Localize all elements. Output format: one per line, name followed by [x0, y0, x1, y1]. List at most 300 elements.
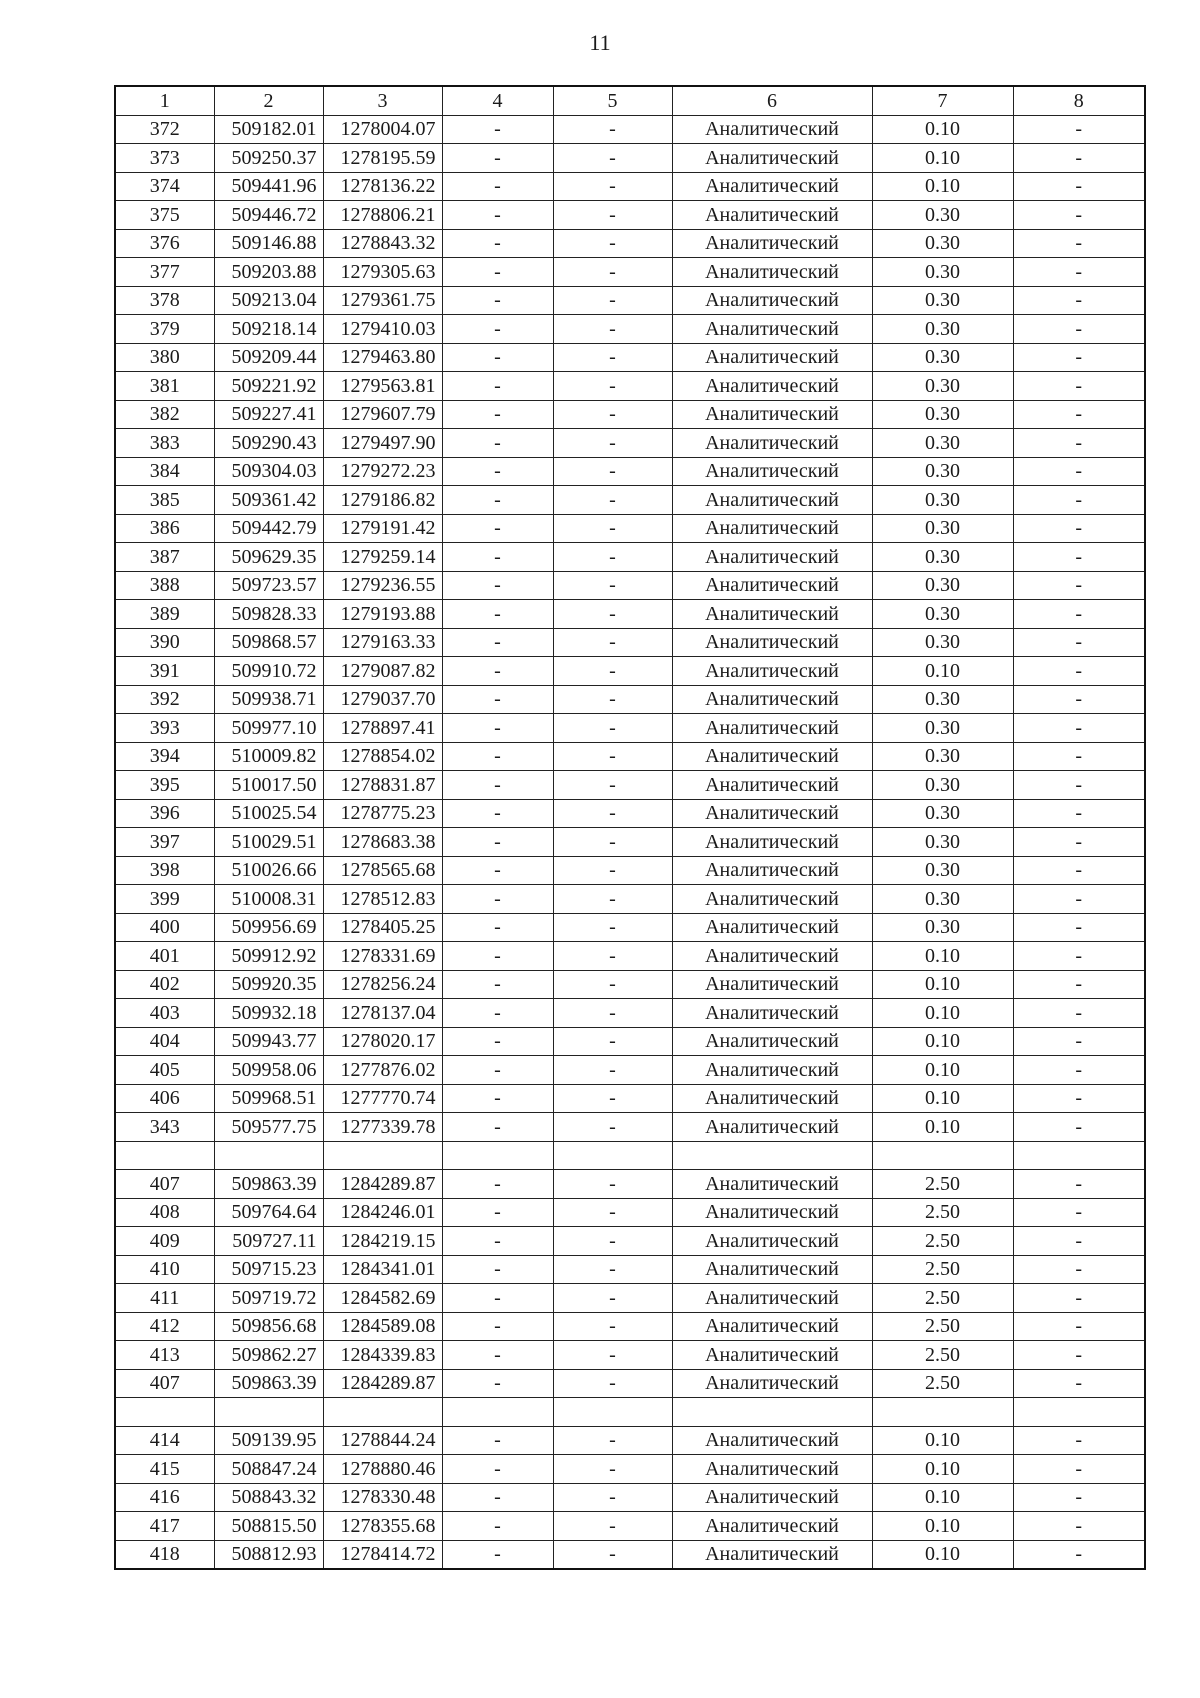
table-cell: 0.30	[872, 771, 1013, 800]
table-cell: -	[1013, 1312, 1145, 1341]
table-cell: 411	[115, 1284, 214, 1313]
table-cell: 2.50	[872, 1341, 1013, 1370]
table-cell: 343	[115, 1113, 214, 1142]
table-cell: -	[442, 742, 553, 771]
table-row	[115, 1056, 1145, 1085]
table-cell: -	[553, 229, 672, 258]
table-cell: 380	[115, 343, 214, 372]
table-cell: 1278020.17	[323, 1027, 442, 1056]
table-cell: -	[442, 1113, 553, 1142]
table-cell: -	[1013, 1369, 1145, 1398]
table-row	[115, 1170, 1145, 1199]
table-row	[115, 1255, 1145, 1284]
table-cell: 0.30	[872, 913, 1013, 942]
table-row	[115, 885, 1145, 914]
table-cell: -	[442, 1341, 553, 1370]
table-cell: -	[553, 942, 672, 971]
table-cell: -	[553, 799, 672, 828]
table-cell: -	[442, 315, 553, 344]
table-cell: -	[442, 115, 553, 144]
table-cell: 372	[115, 115, 214, 144]
table-cell: 509209.44	[214, 343, 323, 372]
table-cell: -	[442, 856, 553, 885]
table-cell: 0.30	[872, 229, 1013, 258]
table-cell: -	[442, 942, 553, 971]
table-cell: 510025.54	[214, 799, 323, 828]
table-cell: Аналитический	[672, 1284, 872, 1313]
table-cell: 509304.03	[214, 457, 323, 486]
column-header: 7	[872, 86, 1013, 115]
table-cell	[872, 1398, 1013, 1427]
page-number: 11	[589, 30, 611, 55]
table-cell: 402	[115, 970, 214, 999]
table-cell: Аналитический	[672, 742, 872, 771]
column-header: 3	[323, 86, 442, 115]
table-cell: 382	[115, 400, 214, 429]
table-row	[115, 1113, 1145, 1142]
table-cell: 508812.93	[214, 1540, 323, 1569]
table-cell: -	[442, 799, 553, 828]
table-cell: -	[1013, 628, 1145, 657]
table-cell: -	[553, 685, 672, 714]
table-cell: 1278405.25	[323, 913, 442, 942]
table-cell: Аналитический	[672, 258, 872, 287]
table-cell: -	[1013, 1227, 1145, 1256]
table-cell: -	[553, 1512, 672, 1541]
table-cell	[115, 1398, 214, 1427]
table-row	[115, 229, 1145, 258]
table-cell: 2.50	[872, 1255, 1013, 1284]
table-cell: -	[1013, 201, 1145, 230]
table-cell: -	[1013, 885, 1145, 914]
table-cell: 0.30	[872, 885, 1013, 914]
table-cell: -	[1013, 999, 1145, 1028]
table-cell: 1278136.22	[323, 172, 442, 201]
table-cell: Аналитический	[672, 771, 872, 800]
table-cell: -	[1013, 1455, 1145, 1484]
table-cell: Аналитический	[672, 1341, 872, 1370]
table-cell: 2.50	[872, 1198, 1013, 1227]
table-row	[115, 628, 1145, 657]
table-cell: 0.30	[872, 514, 1013, 543]
table-cell	[1013, 1141, 1145, 1170]
table-cell	[214, 1398, 323, 1427]
table-cell: Аналитический	[672, 913, 872, 942]
table-cell: -	[442, 1312, 553, 1341]
table-cell: 0.10	[872, 942, 1013, 971]
table-cell: 1284289.87	[323, 1369, 442, 1398]
table-cell: 0.10	[872, 999, 1013, 1028]
table-cell: -	[553, 514, 672, 543]
table-cell: Аналитический	[672, 115, 872, 144]
table-cell: 0.30	[872, 429, 1013, 458]
table-cell: -	[442, 628, 553, 657]
table-cell: 0.10	[872, 172, 1013, 201]
table-row	[115, 828, 1145, 857]
table-cell: 510017.50	[214, 771, 323, 800]
table-cell: 2.50	[872, 1312, 1013, 1341]
table-cell: -	[442, 1027, 553, 1056]
table-cell: 1278414.72	[323, 1540, 442, 1569]
table-cell: 510029.51	[214, 828, 323, 857]
table-cell: 509577.75	[214, 1113, 323, 1142]
table-cell: -	[1013, 828, 1145, 857]
table-cell: Аналитический	[672, 1198, 872, 1227]
table-cell: 383	[115, 429, 214, 458]
table-cell: 509920.35	[214, 970, 323, 999]
table-cell: 1278512.83	[323, 885, 442, 914]
table-cell: 0.30	[872, 799, 1013, 828]
table-cell: -	[553, 457, 672, 486]
table-cell: -	[442, 1455, 553, 1484]
table-cell	[323, 1398, 442, 1427]
table-cell: Аналитический	[672, 172, 872, 201]
table-cell: 1279193.88	[323, 600, 442, 629]
table-row	[115, 742, 1145, 771]
table-cell: -	[442, 657, 553, 686]
table-row	[115, 1540, 1145, 1569]
table-cell: 509958.06	[214, 1056, 323, 1085]
table-cell: -	[553, 286, 672, 315]
table-cell: -	[553, 201, 672, 230]
table-cell: 0.30	[872, 457, 1013, 486]
table-cell: 408	[115, 1198, 214, 1227]
table-cell: -	[1013, 343, 1145, 372]
table-cell: 1278331.69	[323, 942, 442, 971]
table-row	[115, 657, 1145, 686]
table-cell: -	[553, 1284, 672, 1313]
table-cell: Аналитический	[672, 201, 872, 230]
table-cell: -	[1013, 372, 1145, 401]
table-cell: -	[442, 1284, 553, 1313]
table-cell: -	[553, 999, 672, 1028]
table-cell: -	[1013, 1284, 1145, 1313]
table-cell: -	[553, 486, 672, 515]
table-cell: 2.50	[872, 1369, 1013, 1398]
table-cell: 1279497.90	[323, 429, 442, 458]
table-cell: 509203.88	[214, 258, 323, 287]
table-cell: -	[553, 258, 672, 287]
table-cell: 509290.43	[214, 429, 323, 458]
table-cell: Аналитический	[672, 1483, 872, 1512]
table-cell: Аналитический	[672, 486, 872, 515]
table-cell: 1284219.15	[323, 1227, 442, 1256]
table-cell: Аналитический	[672, 970, 872, 999]
table-row	[115, 571, 1145, 600]
table-cell: -	[553, 1227, 672, 1256]
table-cell: 390	[115, 628, 214, 657]
table-cell: 378	[115, 286, 214, 315]
table-row	[115, 913, 1145, 942]
table-row	[115, 970, 1145, 999]
table-cell	[672, 1141, 872, 1170]
table-cell: -	[553, 1170, 672, 1199]
table-cell: 1279236.55	[323, 571, 442, 600]
table-cell: -	[442, 1369, 553, 1398]
table-cell: -	[553, 315, 672, 344]
table-cell: -	[1013, 771, 1145, 800]
table-cell: 386	[115, 514, 214, 543]
table-cell: 509221.92	[214, 372, 323, 401]
table-row	[115, 685, 1145, 714]
table-row	[115, 1227, 1145, 1256]
table-cell: -	[553, 1483, 672, 1512]
table-row	[115, 172, 1145, 201]
table-cell: Аналитический	[672, 999, 872, 1028]
table-cell: Аналитический	[672, 286, 872, 315]
table-cell: 389	[115, 600, 214, 629]
table-cell: 509213.04	[214, 286, 323, 315]
table-cell: 1279361.75	[323, 286, 442, 315]
table-cell: Аналитический	[672, 628, 872, 657]
table-cell: 400	[115, 913, 214, 942]
table-cell: 399	[115, 885, 214, 914]
table-cell: -	[442, 1540, 553, 1569]
table-cell: Аналитический	[672, 543, 872, 572]
table-row	[115, 115, 1145, 144]
table-cell	[672, 1398, 872, 1427]
table-cell: 0.30	[872, 742, 1013, 771]
table-row	[115, 1341, 1145, 1370]
table-cell: 0.30	[872, 828, 1013, 857]
table-row	[115, 343, 1145, 372]
table-cell: 0.30	[872, 856, 1013, 885]
table-cell: 0.30	[872, 258, 1013, 287]
table-cell: 0.30	[872, 343, 1013, 372]
table-cell: -	[553, 400, 672, 429]
table-cell: 509910.72	[214, 657, 323, 686]
table-cell: -	[442, 543, 553, 572]
table-cell: 509977.10	[214, 714, 323, 743]
table-cell: 0.10	[872, 1483, 1013, 1512]
table-cell: -	[442, 999, 553, 1028]
table-cell: -	[553, 571, 672, 600]
table-cell: Аналитический	[672, 600, 872, 629]
table-cell: 409	[115, 1227, 214, 1256]
column-header: 5	[553, 86, 672, 115]
table-cell: -	[442, 714, 553, 743]
table-row	[115, 1426, 1145, 1455]
table-cell: Аналитический	[672, 1369, 872, 1398]
table-cell: -	[442, 1426, 553, 1455]
table-cell: -	[553, 913, 672, 942]
table-cell: 509868.57	[214, 628, 323, 657]
table-row	[115, 856, 1145, 885]
table-cell: 509862.27	[214, 1341, 323, 1370]
table-cell: Аналитический	[672, 1170, 872, 1199]
table-cell: 1279463.80	[323, 343, 442, 372]
table-cell: 415	[115, 1455, 214, 1484]
table-cell: 1277876.02	[323, 1056, 442, 1085]
table-cell: -	[553, 742, 672, 771]
table-cell: 0.30	[872, 286, 1013, 315]
table-cell: -	[1013, 315, 1145, 344]
table-cell: -	[1013, 600, 1145, 629]
table-cell: Аналитический	[672, 514, 872, 543]
table-cell: -	[442, 343, 553, 372]
table-cell: 1278854.02	[323, 742, 442, 771]
table-cell: 0.30	[872, 372, 1013, 401]
table-cell: 509250.37	[214, 144, 323, 173]
table-row	[115, 429, 1145, 458]
table-cell: -	[1013, 742, 1145, 771]
table-cell: Аналитический	[672, 571, 872, 600]
table-cell: 0.10	[872, 1056, 1013, 1085]
table-cell: -	[553, 1426, 672, 1455]
table-cell: -	[1013, 144, 1145, 173]
table-cell: 1278256.24	[323, 970, 442, 999]
table-cell: 387	[115, 543, 214, 572]
table-cell: -	[1013, 1056, 1145, 1085]
table-cell: -	[553, 628, 672, 657]
table-cell: 401	[115, 942, 214, 971]
table-cell: -	[553, 657, 672, 686]
table-cell: -	[442, 1056, 553, 1085]
table-cell: -	[1013, 543, 1145, 572]
table-body	[115, 115, 1145, 1569]
table-cell: 0.10	[872, 1084, 1013, 1113]
table-cell: -	[553, 172, 672, 201]
table-cell: -	[553, 1455, 672, 1484]
table-cell: 1284339.83	[323, 1341, 442, 1370]
table-cell: Аналитический	[672, 856, 872, 885]
table-cell: Аналитический	[672, 457, 872, 486]
table-cell: -	[442, 201, 553, 230]
table-cell: 509932.18	[214, 999, 323, 1028]
table-cell: 1278137.04	[323, 999, 442, 1028]
table-cell: 1278355.68	[323, 1512, 442, 1541]
table-cell: 509764.64	[214, 1198, 323, 1227]
table-cell: -	[553, 1027, 672, 1056]
table-cell: 404	[115, 1027, 214, 1056]
table-cell: Аналитический	[672, 714, 872, 743]
table-cell: 0.30	[872, 315, 1013, 344]
table-cell: -	[442, 400, 553, 429]
table-row	[115, 1027, 1145, 1056]
table-cell: 0.30	[872, 628, 1013, 657]
table-cell: 0.10	[872, 1027, 1013, 1056]
table-cell: 510009.82	[214, 742, 323, 771]
table-cell: -	[1013, 1512, 1145, 1541]
table-cell: 509182.01	[214, 115, 323, 144]
table-cell: -	[442, 1198, 553, 1227]
table-cell: 407	[115, 1369, 214, 1398]
table-row	[115, 315, 1145, 344]
table-cell: 1278831.87	[323, 771, 442, 800]
table-cell: -	[1013, 229, 1145, 258]
table-cell: -	[1013, 1027, 1145, 1056]
table-cell: 509446.72	[214, 201, 323, 230]
table-cell: 1277770.74	[323, 1084, 442, 1113]
table-header-row	[115, 86, 1145, 115]
table-cell: -	[442, 771, 553, 800]
table-row	[115, 286, 1145, 315]
table-cell: 509943.77	[214, 1027, 323, 1056]
table-cell: 0.30	[872, 685, 1013, 714]
table-cell: 509856.68	[214, 1312, 323, 1341]
table-cell: -	[1013, 799, 1145, 828]
table-cell: -	[442, 970, 553, 999]
table-cell: Аналитический	[672, 400, 872, 429]
table-cell: 1279191.42	[323, 514, 442, 543]
table-cell: 375	[115, 201, 214, 230]
table-cell: 510008.31	[214, 885, 323, 914]
table-cell: Аналитический	[672, 1312, 872, 1341]
table-cell: 398	[115, 856, 214, 885]
table-cell: 1278775.23	[323, 799, 442, 828]
table-cell: -	[1013, 714, 1145, 743]
table-cell: -	[553, 543, 672, 572]
table-cell: 376	[115, 229, 214, 258]
table-cell: 388	[115, 571, 214, 600]
table-cell: Аналитический	[672, 1227, 872, 1256]
table-cell: Аналитический	[672, 1056, 872, 1085]
table-cell: 377	[115, 258, 214, 287]
table-cell	[442, 1398, 553, 1427]
table-cell: 397	[115, 828, 214, 857]
table-cell: -	[442, 514, 553, 543]
table-row	[115, 999, 1145, 1028]
table-cell: 417	[115, 1512, 214, 1541]
table-cell: 1284341.01	[323, 1255, 442, 1284]
table-cell: -	[442, 229, 553, 258]
table-cell: 381	[115, 372, 214, 401]
table-cell: 2.50	[872, 1227, 1013, 1256]
table-cell: 1279186.82	[323, 486, 442, 515]
table-cell: -	[553, 343, 672, 372]
table-cell: 1278330.48	[323, 1483, 442, 1512]
table-cell: -	[553, 115, 672, 144]
table-cell: 0.30	[872, 714, 1013, 743]
table-cell: -	[1013, 1198, 1145, 1227]
table-cell: 0.10	[872, 1113, 1013, 1142]
column-header: 4	[442, 86, 553, 115]
table-cell: -	[442, 600, 553, 629]
table-cell: 405	[115, 1056, 214, 1085]
table-cell: 416	[115, 1483, 214, 1512]
column-header: 8	[1013, 86, 1145, 115]
table-cell: Аналитический	[672, 1455, 872, 1484]
table-cell: 1284582.69	[323, 1284, 442, 1313]
table-cell: 407	[115, 1170, 214, 1199]
table-cell: -	[1013, 913, 1145, 942]
table-cell: 403	[115, 999, 214, 1028]
table-cell: -	[553, 1341, 672, 1370]
table-row	[115, 543, 1145, 572]
table-cell: -	[442, 571, 553, 600]
table-cell: -	[553, 372, 672, 401]
table-row	[115, 514, 1145, 543]
table-cell: 1278897.41	[323, 714, 442, 743]
table-cell: 1284589.08	[323, 1312, 442, 1341]
table-cell: -	[1013, 1084, 1145, 1113]
table-cell: 0.30	[872, 600, 1013, 629]
table-cell: 392	[115, 685, 214, 714]
table-row	[115, 714, 1145, 743]
table-cell: -	[1013, 1540, 1145, 1569]
table-row	[115, 258, 1145, 287]
table-cell: 1279607.79	[323, 400, 442, 429]
table-cell: 374	[115, 172, 214, 201]
table-cell: -	[1013, 457, 1145, 486]
table-cell: 509727.11	[214, 1227, 323, 1256]
table-cell: -	[553, 600, 672, 629]
table-cell: -	[553, 714, 672, 743]
table-cell: Аналитический	[672, 1027, 872, 1056]
table-cell: 508815.50	[214, 1512, 323, 1541]
table-cell: -	[442, 144, 553, 173]
table-cell: 509828.33	[214, 600, 323, 629]
